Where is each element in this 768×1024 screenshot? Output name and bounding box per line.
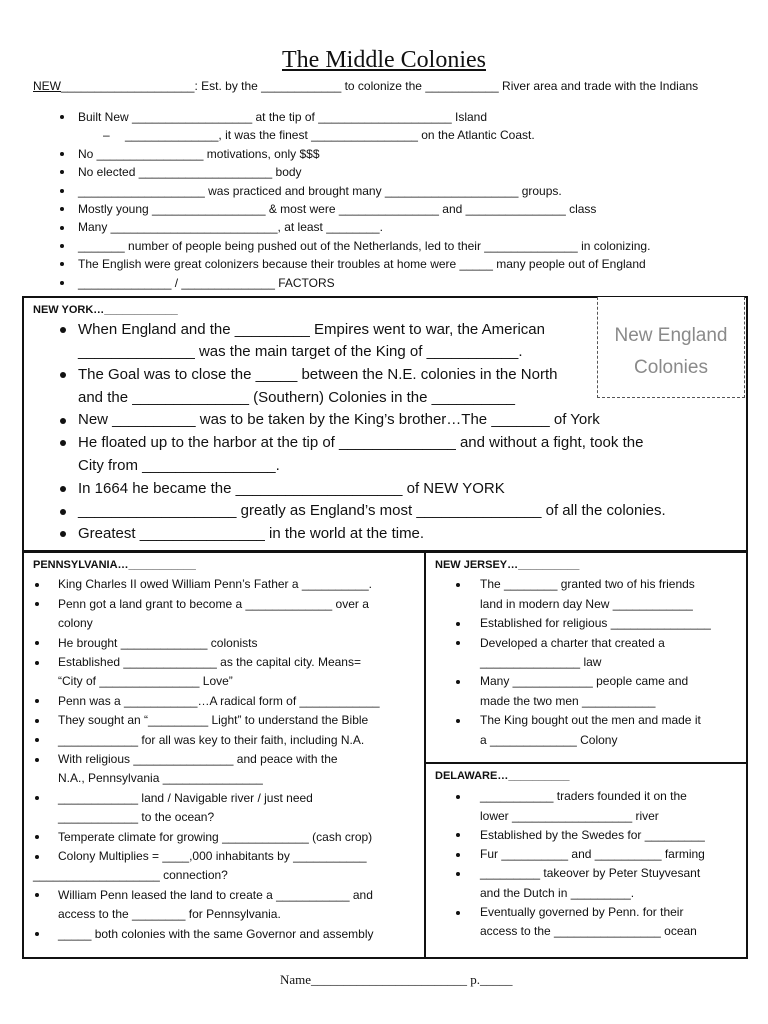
bullet-line: The English were great colonizers because their troubles at home were _____ many people out of England [78, 257, 646, 272]
bullet-item [0, 182, 768, 200]
bullet-line: ___________________ was practiced and brought many ____________________ groups. [78, 183, 562, 198]
delaware-section [424, 762, 748, 959]
bullet-line: _____ both colonies with the same Governor and assembly [58, 926, 374, 941]
bullet-line: Built New __________________ at the tip of ____________________ Island [78, 110, 488, 124]
bullet-item [0, 218, 768, 236]
bullet-item [24, 478, 746, 501]
bullet-line: “City of _______________ Love” [58, 674, 233, 689]
bullet-line: Temperate climate for growing _____________ (cash crop) [58, 829, 373, 844]
bullet-line: N.A., Pennsylvania _______________ [58, 771, 263, 786]
section-label: NEW JERSEY…__________ [435, 559, 580, 571]
bullet-item [24, 886, 424, 925]
bullet-line: Penn got a land grant to become a _____________ over a [58, 596, 369, 611]
bullet-line: The King bought out the men and made it [480, 713, 701, 728]
section-label: DELAWARE…__________ [435, 770, 570, 782]
bullet-line: Many _________________________, at least ________. [78, 220, 383, 235]
bullet-line: Penn was a ___________…A radical form of ____________ [58, 693, 380, 708]
new-jersey-bullet-list [426, 575, 746, 750]
bullet-line: colony [58, 616, 93, 631]
bullet-item [24, 692, 424, 711]
bullet-line: land in modern day New ____________ [480, 596, 693, 611]
note-line: Colonies [634, 357, 708, 378]
bullet-line: _______ number of people being pushed out of the Netherlands, led to their ______________ in colonizing. [78, 238, 651, 253]
bullet-line: No ________________ motivations, only $$$ [78, 146, 320, 161]
bullet-line: ____________ for all was key to their faith, including N.A. [58, 732, 365, 747]
bullet-item [24, 634, 424, 653]
bullet-line: When England and the _________ Empires went to war, the American [78, 320, 545, 338]
bullet-line: King Charles II owed William Penn’s Father a __________. [58, 577, 372, 592]
bullet-line: William Penn leased the land to create a ___________ and [58, 887, 373, 902]
bullet-line: The Goal was to close the _____ between the N.E. colonies in the North [78, 366, 558, 383]
bullet-item [426, 711, 746, 750]
page-title: The Middle Colonies [282, 47, 486, 73]
overview-bullet-list [0, 108, 768, 292]
bullet-item [24, 500, 746, 523]
bullet-line: In 1664 he became the ____________________ of NEW YORK [78, 479, 505, 497]
bullet-line: Mostly young _________________ & most were _______________ and _______________ class [78, 202, 597, 217]
bullet-item [24, 711, 424, 730]
bullet-item [426, 614, 746, 633]
bullet-item [24, 925, 424, 944]
new-england-note [597, 297, 745, 398]
delaware-bullet-list [426, 787, 746, 941]
bullet-line: Established for religious _______________ [480, 616, 711, 631]
bullet-line: and the Dutch in _________. [480, 885, 635, 900]
bullet-item [24, 523, 746, 546]
bullet-line: ___________ traders founded it on the [480, 789, 687, 804]
bullet-item [426, 575, 746, 614]
bullet-item [24, 653, 424, 692]
bullet-item [24, 575, 424, 594]
bullet-item [24, 828, 424, 847]
intro-line [33, 78, 698, 94]
section-label: NEW YORK…____________ [33, 304, 178, 316]
bullet-item [426, 864, 746, 903]
bullet-item [24, 847, 424, 886]
bullet-line: _________ takeover by Peter Stuyvesant [480, 866, 701, 881]
bullet-item [0, 145, 768, 163]
new-jersey-section [424, 551, 748, 764]
bullet-item [24, 750, 424, 789]
bullet-line: Eventually governed by Penn. for their [480, 905, 684, 920]
bullet-item [426, 634, 746, 673]
bullet-line: _______________ law [480, 654, 602, 669]
intro-text: ____________________: Est. by the ____________ to colonize the ___________ River area and trade with the Indians [61, 79, 699, 93]
bullet-line: The ________ granted two of his friends [480, 577, 695, 592]
bullet-item [0, 200, 768, 218]
bullet-line: ______________ / ______________ FACTORS [78, 275, 335, 290]
bullet-line: He brought _____________ colonists [58, 635, 258, 650]
note-line: New England [614, 325, 728, 346]
intro-label: NEW [33, 79, 61, 93]
bullet-item [24, 595, 424, 634]
bullet-line: Fur __________ and __________ farming [480, 847, 705, 862]
bullet-item [24, 409, 746, 432]
bullet-item [24, 789, 424, 828]
sub-bullet: – ______________, it was the finest ________________ on the Atlantic Coast. [78, 126, 768, 144]
bullet-item [426, 903, 746, 942]
bullet-line: ______________ was the main target of the King of ___________. [78, 343, 523, 361]
bullet-item [24, 432, 746, 477]
bullet-line: He floated up to the harbor at the tip of ______________ and without a fight, took the [78, 434, 644, 452]
bullet-line: ___________________ greatly as England’s most _______________ of all the colonies. [78, 502, 666, 520]
bullet-line: access to the ________ for Pennsylvania. [58, 907, 281, 922]
bullet-line: a _____________ Colony [480, 732, 618, 747]
bullet-line: With religious _______________ and peace with the [58, 751, 338, 766]
bullet-line: Established ______________ as the capital city. Means= [58, 654, 361, 669]
bullet-line: made the two men ___________ [480, 693, 656, 708]
bullet-item [426, 845, 746, 864]
name-period-line: Name________________________ p._____ [280, 972, 513, 987]
bullet-line: lower __________________ river [480, 808, 659, 823]
bullet-item [426, 826, 746, 845]
bullet-line: ____________ to the ocean? [58, 810, 215, 825]
bullet-line: Developed a charter that created a [480, 635, 665, 650]
bullet-item [24, 731, 424, 750]
bullet-item [0, 237, 768, 255]
bullet-item [0, 108, 768, 145]
bullet-line: Colony Multiplies = ____,000 inhabitants by ___________ [58, 848, 367, 863]
bullet-line: ____________ land / Navigable river / just need [58, 790, 313, 805]
section-label: PENNSYLVANIA…___________ [33, 559, 196, 571]
bullet-item [0, 274, 768, 292]
bullet-line: New __________ was to be taken by the King’s brother…The _______ of York [78, 411, 600, 429]
bullet-line: They sought an “_________ Light” to understand the Bible [58, 713, 369, 728]
bullet-line: City from ________________. [78, 456, 280, 474]
bullet-item [426, 672, 746, 711]
bullet-line: No elected ____________________ body [78, 165, 302, 180]
bullet-line: Greatest _______________ in the world at the time. [78, 524, 425, 542]
bullet-line: access to the ________________ ocean [480, 924, 697, 939]
bullet-line: Many ____________ people came and [480, 674, 689, 689]
bullet-item [0, 163, 768, 181]
bullet-item [0, 255, 768, 273]
pennsylvania-section [22, 551, 426, 959]
bullet-line: ___________________ connection? [33, 868, 228, 883]
bullet-line: Established by the Swedes for _________ [480, 827, 705, 842]
pennsylvania-bullet-list [24, 575, 424, 944]
bullet-item [426, 787, 746, 826]
bullet-line: and the ______________ (Southern) Colonies in the __________ [78, 388, 516, 406]
